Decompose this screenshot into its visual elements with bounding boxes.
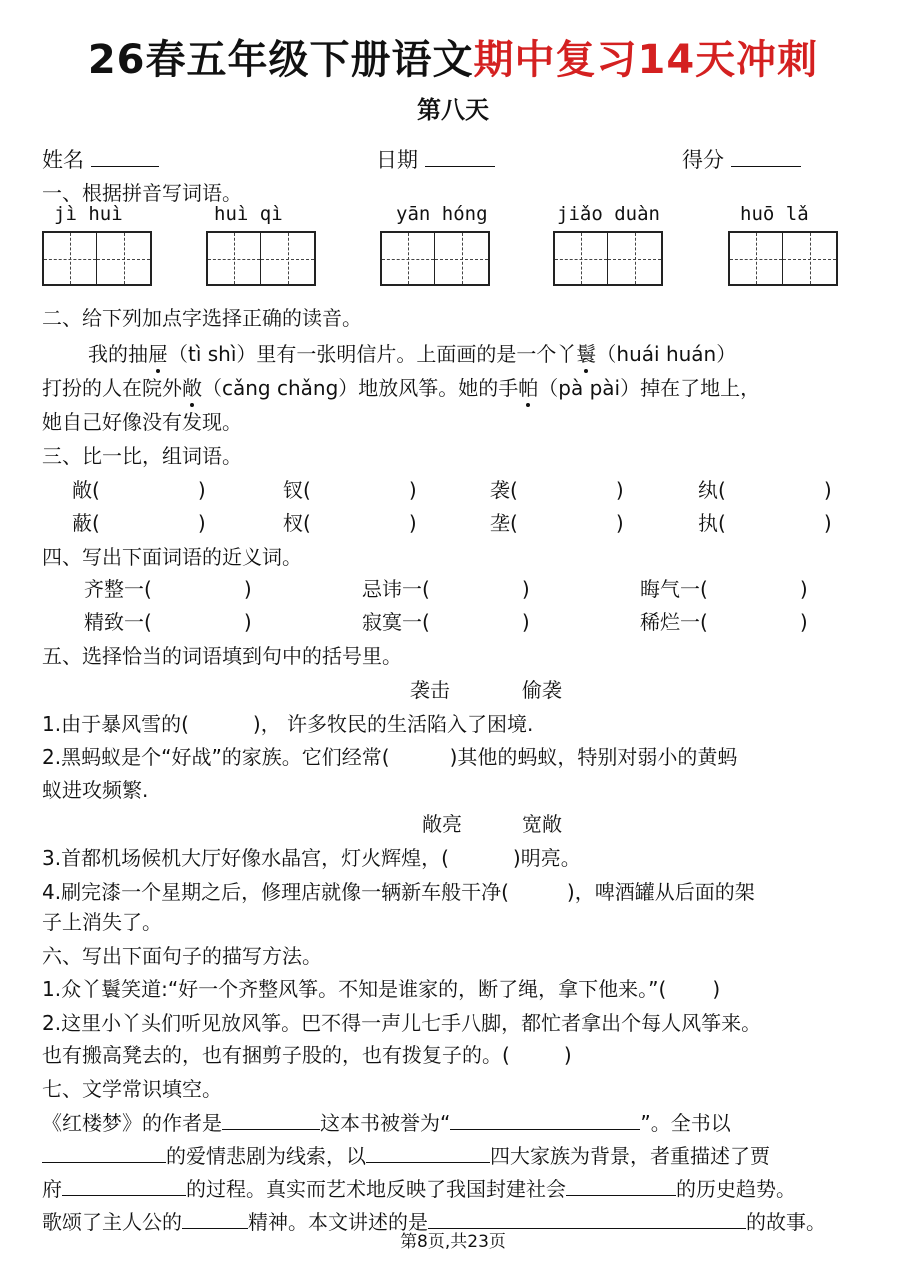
question-5-2[interactable]: 2.黑蚂蚁是个“好战”的家族。它们经常( )其他的蚂蚁，特别对弱小的黄蚂: [42, 745, 738, 769]
lit-line-2[interactable]: 的爱情悲剧为线索，以 四大家族为背景，者重描述了贾: [42, 1140, 770, 1169]
section-7-heading: 七、文学常识填空。: [42, 1077, 222, 1101]
question-5-3[interactable]: 3.首都机场候机大厅好像水晶宫，灯火辉煌，( )明亮。: [42, 846, 581, 870]
compare-item[interactable]: 钗( ): [283, 478, 417, 502]
pinyin-4: jiǎo duàn: [557, 203, 660, 225]
page-number: 第8页,共23页: [400, 1232, 506, 1252]
pinyin-1: jì huì: [54, 203, 123, 225]
question-5-4[interactable]: 4.刷完漆一个星期之后，修理店就像一辆新车般干净( )，啤酒罐从后面的架: [42, 880, 755, 904]
score-field[interactable]: [682, 144, 801, 174]
synonym-item[interactable]: 精致一( ): [84, 610, 252, 634]
score-blank[interactable]: [731, 148, 801, 167]
compare-item[interactable]: 纨( ): [698, 478, 832, 502]
dotted-char: 屉: [148, 342, 168, 366]
pinyin-2: huì qì: [214, 203, 283, 225]
section-2-para-line-1: 我的抽屉（tì shì）里有一张明信片。上面画的是一个丫鬟（huái huán）: [88, 342, 737, 366]
pinyin-5: huō lǎ: [740, 203, 809, 225]
synonym-item[interactable]: 齐整一( ): [84, 577, 252, 601]
synonym-item[interactable]: 忌讳一( ): [362, 577, 530, 601]
blank-reputation[interactable]: [450, 1111, 640, 1130]
section-1-heading: 一、根据拼音写词语。: [42, 181, 242, 205]
dotted-char: 鬟: [576, 342, 597, 366]
word-choice: 袭击: [410, 678, 450, 702]
synonym-item[interactable]: 寂寞一( ): [362, 610, 530, 634]
question-6-1[interactable]: 1.众丫鬟笑道:“好一个齐整风筝。不知是谁家的，断了绳，拿下他来。”( ): [42, 977, 721, 1001]
question-5-1[interactable]: 1.由于暴风雪的( )， 许多牧民的生活陷入了困境.: [42, 712, 534, 736]
question-5-2-cont: 蚁进攻频繁.: [42, 778, 149, 802]
dotted-char: 敞: [182, 376, 202, 400]
date-label: 日期: [376, 148, 418, 172]
section-2-para-line-3: 她自己好像没有发现。: [42, 410, 242, 434]
blank-author[interactable]: [222, 1111, 320, 1130]
name-blank[interactable]: [91, 148, 159, 167]
blank-four-families[interactable]: [366, 1144, 490, 1163]
writing-grid-5[interactable]: [728, 231, 838, 286]
compare-item[interactable]: 垄( ): [490, 511, 624, 535]
dotted-char: 帕: [518, 376, 539, 400]
lit-line-1[interactable]: 《红楼梦》的作者是 这本书被誉为“ ”。全书以: [42, 1111, 731, 1135]
score-label: 得分: [682, 148, 724, 172]
writing-grid-2[interactable]: [206, 231, 316, 286]
blank-love-tragedy[interactable]: [42, 1144, 166, 1163]
blank-process[interactable]: [62, 1177, 186, 1196]
title-highlight: 期中复习14天冲刺: [473, 37, 819, 83]
question-6-2: 2.这里小丫头们听见放风筝。巴不得一声儿七手八脚，都忙者拿出个每人风筝来。: [42, 1011, 762, 1035]
section-6-heading: 六、写出下面句子的描写方法。: [42, 944, 322, 968]
word-choice: 敞亮: [422, 812, 462, 836]
section-2-heading: 二、给下列加点字选择正确的读音。: [42, 306, 362, 330]
date-blank[interactable]: [425, 148, 495, 167]
section-5-heading: 五、选择恰当的词语填到句中的括号里。: [42, 644, 402, 668]
compare-item[interactable]: 敞( ): [72, 478, 206, 502]
compare-item[interactable]: 袭( ): [490, 478, 624, 502]
lit-line-3[interactable]: 府 的过程。真实而艺术地反映了我国封建社会 的历史趋势。: [42, 1177, 796, 1201]
section-4-heading: 四、写出下面词语的近义词。: [42, 545, 302, 569]
compare-item[interactable]: 蔽( ): [72, 511, 206, 535]
synonym-item[interactable]: 晦气一( ): [640, 577, 808, 601]
writing-grid-4[interactable]: [553, 231, 663, 286]
synonym-item[interactable]: 稀烂一( ): [640, 610, 808, 634]
name-field[interactable]: [42, 144, 159, 174]
page-title: [0, 28, 906, 85]
word-choice: 偷袭: [522, 678, 562, 702]
compare-item[interactable]: 执( ): [698, 511, 832, 535]
blank-trend[interactable]: [566, 1177, 676, 1196]
section-2-para-line-2: 打扮的人在院外敞（cǎng chǎng）地放风筝。她的手帕（pà pài）掉在了地上，: [42, 376, 761, 400]
lit-line-4[interactable]: 歌颂了主人公的 精神。本文讲述的是 的故事。: [42, 1210, 826, 1234]
writing-grid-1[interactable]: [42, 231, 152, 286]
writing-grid-3[interactable]: [380, 231, 490, 286]
date-field[interactable]: [376, 144, 495, 174]
question-5-4-cont: 子上消失了。: [42, 910, 162, 934]
title-main: 26春五年级下册语文: [87, 37, 474, 83]
word-choice: 宽敞: [522, 812, 562, 836]
compare-item[interactable]: 杈( ): [283, 511, 417, 535]
day-subtitle: 第八天: [417, 96, 489, 124]
section-3-heading: 三、比一比，组词语。: [42, 444, 242, 468]
name-label: 姓名: [42, 148, 84, 172]
pinyin-3: yān hóng: [396, 203, 488, 225]
question-6-2-cont[interactable]: 也有搬高凳去的，也有捆剪子股的，也有拨复子的。( ): [42, 1043, 572, 1067]
